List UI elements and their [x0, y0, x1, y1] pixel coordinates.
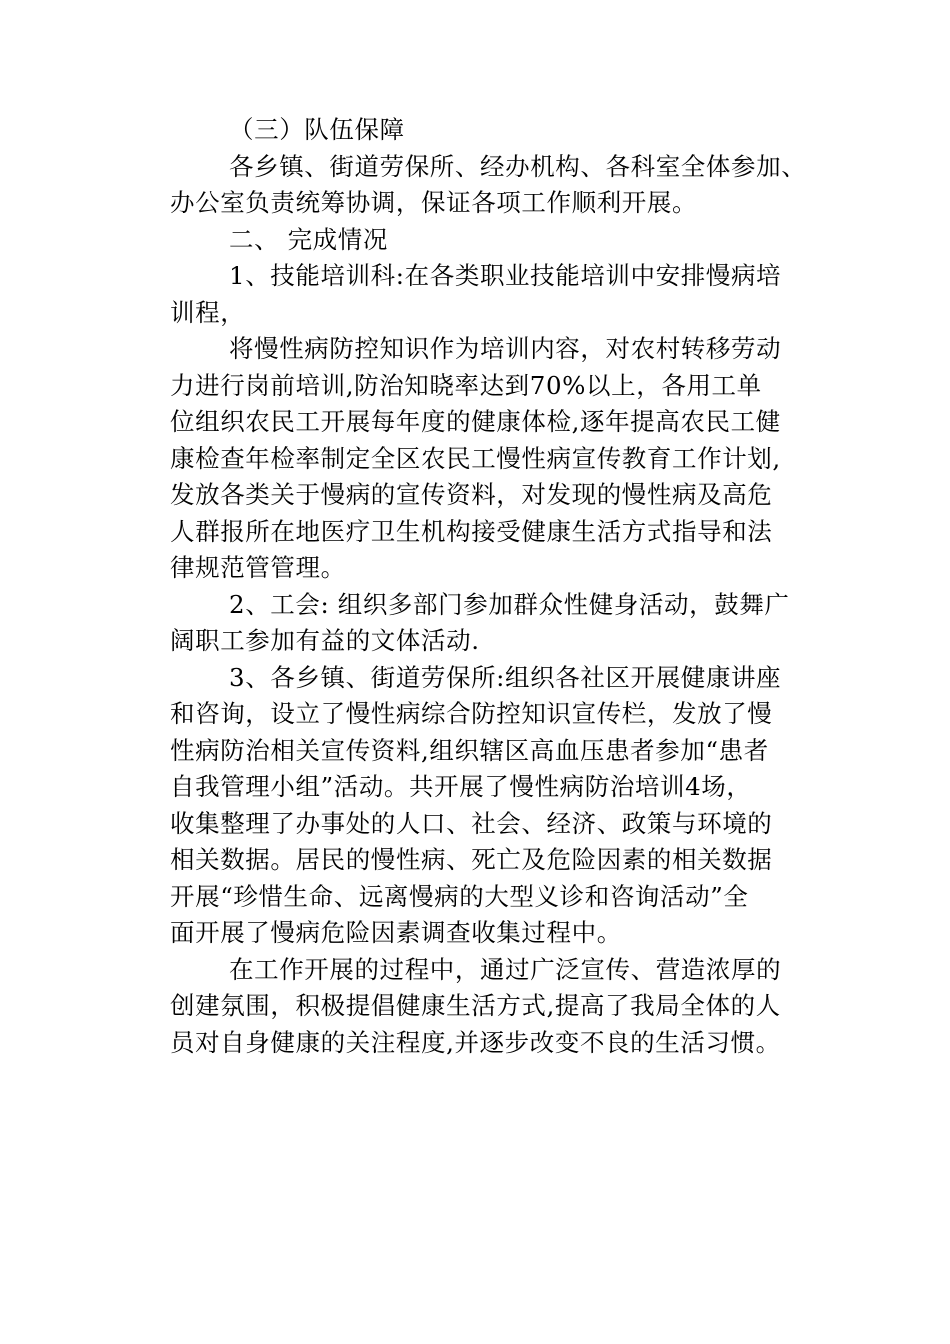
paragraph-line: 2、工会: 组织多部门参加群众性健身活动，鼓舞广: [229, 589, 790, 619]
document-body: [170, 112, 810, 1061]
paragraph-line: 康检查年检率制定全区农民工慢性病宣传教育工作计划,: [170, 443, 781, 473]
paragraph-line: 和咨询，设立了慢性病综合防控知识宣传栏，发放了慢: [170, 699, 773, 728]
paragraph-line: 相关数据。居民的慢性病、死亡及危险因素的相关数据: [170, 845, 773, 874]
paragraph-line: 3、各乡镇、街道劳保所:组织各社区开展健康讲座: [229, 662, 782, 692]
paragraph-line: 收集整理了办事处的人口、社会、经济、政策与环境的: [170, 808, 773, 838]
paragraph-line: 创建氛围，积极提倡健康生活方式,提高了我局全体的人: [170, 991, 781, 1020]
paragraph-line: 在工作开展的过程中，通过广泛宣传、营造浓厚的: [229, 954, 782, 984]
section-heading-completion: 二、 完成情况: [229, 224, 388, 254]
paragraph-line: 1、技能培训科:在各类职业技能培训中安排慢病培: [229, 261, 782, 290]
paragraph-line: 各乡镇、街道劳保所、经办机构、各科室全体参加、: [229, 151, 807, 181]
paragraph-line: 员对自身健康的关注程度,并逐步改变不良的生活习惯。: [170, 1027, 781, 1057]
paragraph-line: 律规范管管理。: [170, 553, 346, 582]
paragraph-line: 办公室负责统筹协调，保证各项工作顺利开展。: [170, 188, 698, 217]
paragraph-line: 发放各类关于慢病的宣传资料，对发现的慢性病及高危: [170, 480, 773, 509]
paragraph-line: 性病防治相关宣传资料,组织辖区高血压患者参加“患者: [170, 735, 769, 765]
paragraph-line: 人群报所在地医疗卫生机构接受健康生活方式指导和法: [170, 516, 773, 546]
paragraph-line: 位组织农民工开展每年度的健康体检,逐年提高农民工健: [170, 407, 781, 436]
section-heading-team-support: （三）队伍保障: [229, 115, 405, 144]
paragraph-line: 力进行岗前培训,防治知晓率达到70%以上，各用工单: [170, 370, 762, 400]
paragraph-line: 自我管理小组”活动。共开展了慢性病防治培训4场，: [170, 772, 752, 801]
paragraph-line: 训程，: [170, 297, 246, 327]
paragraph-line: 阔职工参加有益的文体活动.: [170, 626, 480, 655]
paragraph-line: 将慢性病防控知识作为培训内容，对农村转移劳动: [229, 334, 782, 363]
paragraph-line: 开展“珍惜生命、远离慢病的大型义诊和咨询活动”全: [170, 881, 749, 911]
paragraph-line: 面开展了慢病危险因素调查收集过程中。: [170, 918, 622, 947]
